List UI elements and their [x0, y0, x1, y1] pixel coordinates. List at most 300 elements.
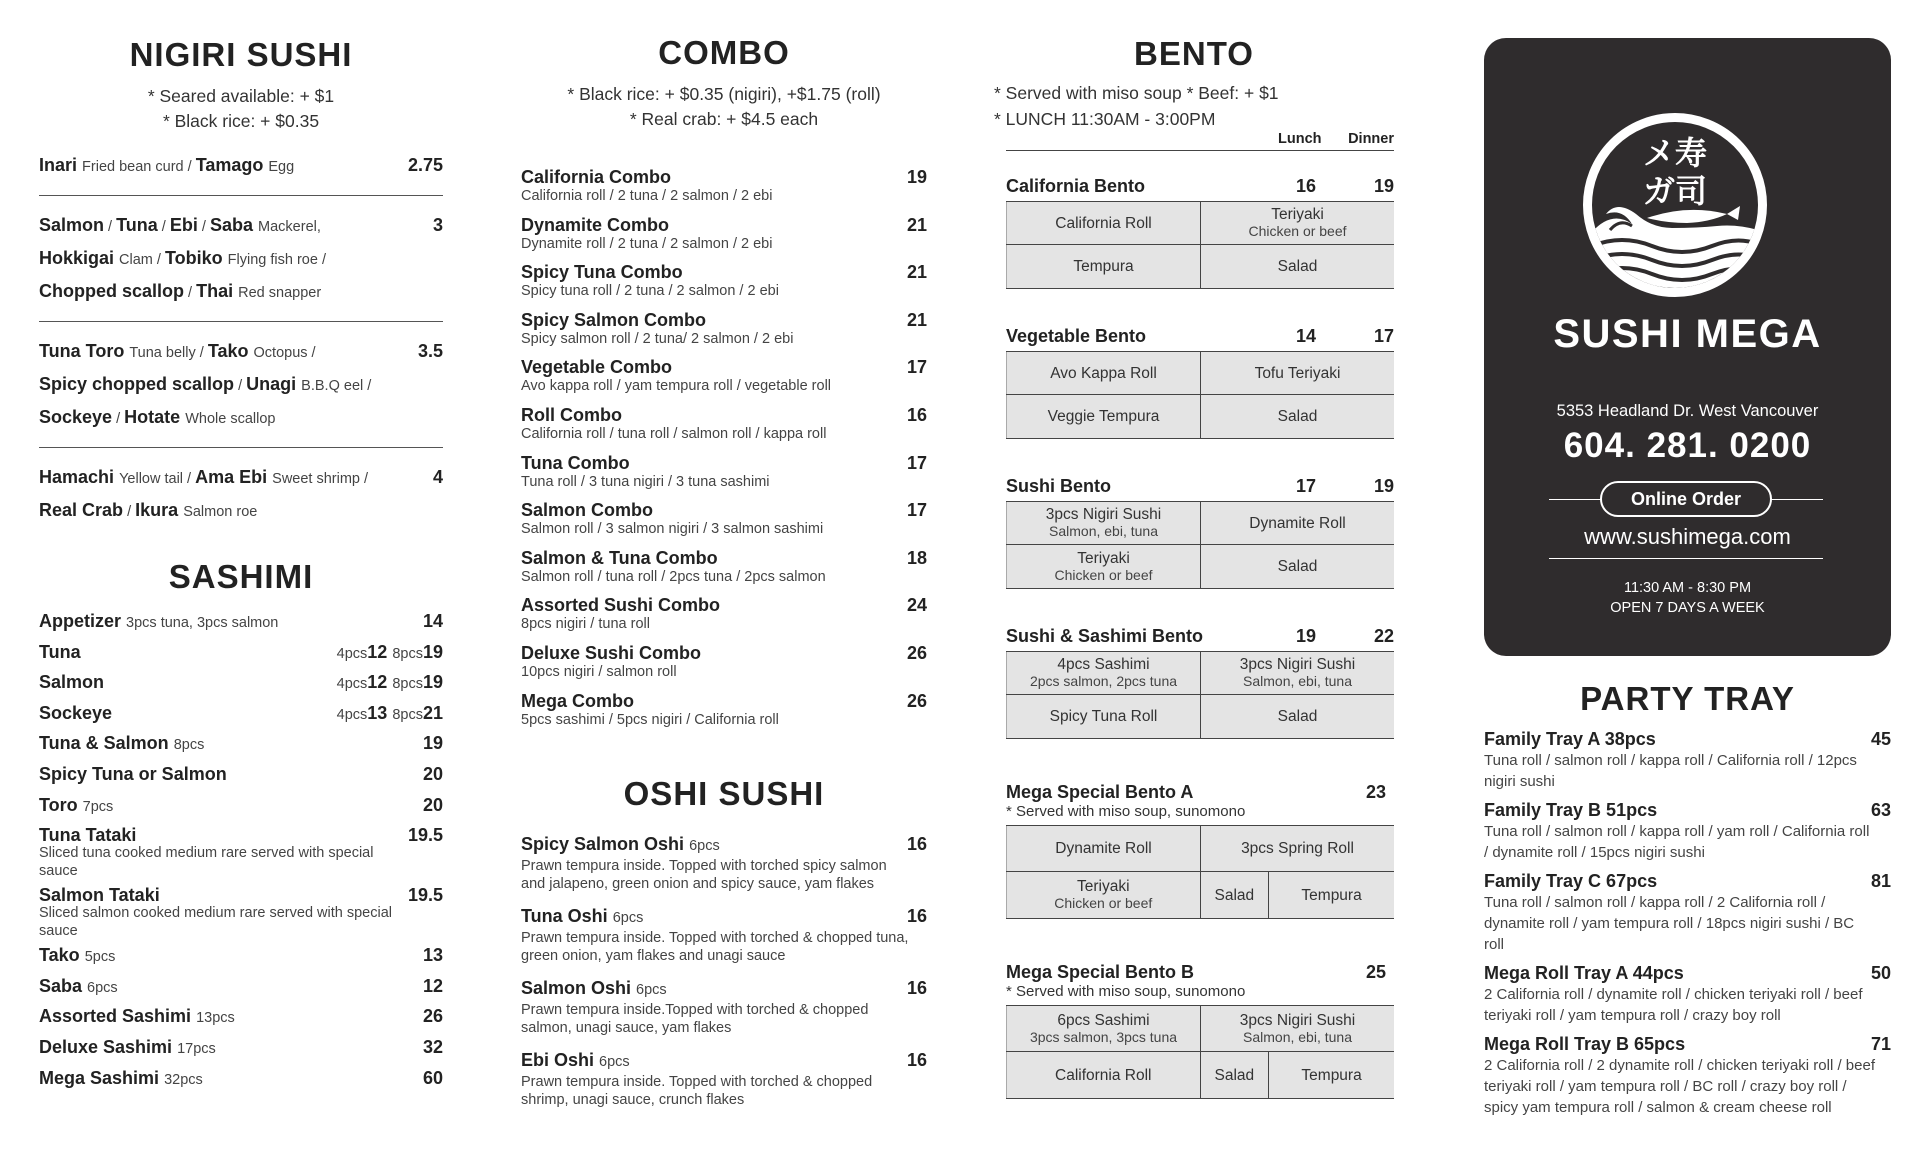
oshi-sub: 6pcs — [612, 910, 644, 927]
bento-section-title — [1006, 777, 1394, 807]
bento-cell-text: Salad — [1277, 258, 1318, 275]
bento-cell — [1006, 202, 1200, 244]
bento-lunch-price: 19 — [1296, 626, 1317, 646]
bento-dinner-price: 19 — [1373, 476, 1394, 496]
party-name: Family Tray C 67pcs — [1484, 871, 1658, 891]
oshi-sub: 6pcs — [599, 1054, 630, 1071]
bento-cell — [1200, 545, 1394, 588]
nigiri-group — [39, 462, 443, 528]
bento-cell — [1006, 695, 1200, 738]
nigiri-name: Hokkigai — [39, 248, 115, 268]
logo-icon — [1583, 113, 1767, 297]
sashimi-price: 14 — [422, 611, 443, 631]
bento-name: Mega Special Bento B — [1006, 962, 1195, 982]
combo-name: Assorted Sushi Combo — [521, 595, 721, 616]
nigiri-sub: Sweet shrimp / — [272, 471, 369, 487]
sashimi-sub: 5pcs — [84, 949, 116, 966]
combo-name: Salmon & Tuna Combo — [521, 547, 718, 568]
bento-grid-row — [1006, 1006, 1394, 1052]
bento-cell-text: Salad — [1277, 558, 1318, 575]
combo-row — [521, 214, 927, 262]
pcs-label: 4pcs — [336, 706, 368, 723]
sashimi-name: Salmon — [39, 672, 105, 693]
oshi-name-line — [521, 977, 927, 1001]
combo-desc: 10pcs nigiri / salmon roll — [521, 663, 677, 680]
sashimi-price: 20 — [422, 763, 443, 784]
oshi-desc: Prawn tempura inside. Topped with torched & chopped shrimp, unagi sauce, crunch flakes — [521, 1074, 873, 1109]
oshi-name: Salmon Oshi — [521, 978, 632, 999]
nigiri-price: 4 — [432, 467, 443, 487]
sashimi-price: 19.5 — [407, 825, 443, 846]
bento-cell-text: 3pcs Nigiri Sushi — [1239, 1011, 1356, 1029]
oshi-name: Tuna Oshi — [521, 906, 608, 927]
nigiri-name: Unagi — [246, 374, 297, 394]
nigiri-name: Real Crab — [39, 500, 124, 520]
nigiri-sub: Flying fish roe / — [227, 252, 326, 268]
sashimi-name: Spicy Tuna or Salmon — [39, 763, 227, 784]
sashimi-name-line — [39, 940, 443, 972]
separator: / — [183, 471, 196, 487]
bento-section-title — [1006, 621, 1394, 651]
combo-desc: Avo kappa roll / yam tempura roll / vegetable roll — [521, 378, 832, 395]
bento-dinner-price: 19 — [1373, 176, 1394, 196]
brand-panel — [1484, 38, 1891, 656]
bento-cell — [1200, 202, 1394, 244]
combo-row — [521, 261, 927, 309]
pcs-price: 13 — [367, 702, 388, 723]
bento-sub: * Served with miso soup, sunomono — [1006, 983, 1246, 1000]
bento-section — [1006, 957, 1394, 1099]
pcs-label: 8pcs — [392, 676, 423, 693]
sashimi-sub: 6pcs — [87, 979, 118, 996]
bento-name: Mega Special Bento A — [1006, 782, 1194, 802]
combo-title: COMBO — [658, 34, 790, 71]
sashimi-name-line — [39, 1032, 443, 1064]
sashimi-name: Tuna — [39, 641, 81, 662]
combo-name: Spicy Tuna Combo — [521, 262, 683, 283]
separator: / — [157, 219, 170, 235]
nigiri-group — [39, 210, 443, 309]
nigiri-name: Hotate — [124, 407, 181, 427]
nigiri-name: Salmon — [39, 215, 105, 235]
sashimi-desc: Sliced salmon cooked medium rare served with special sauce — [39, 905, 392, 940]
bento-grid-row — [1006, 395, 1394, 438]
nigiri-name: Spicy chopped scallop — [39, 374, 235, 394]
bento-cell-text: Tempura — [1301, 886, 1362, 904]
party-name: Mega Roll Tray A 44pcs — [1484, 963, 1684, 983]
website-link[interactable]: www.sushimega.com — [1584, 524, 1791, 549]
bento-section — [1006, 321, 1394, 439]
combo-row — [521, 404, 927, 452]
sashimi-name-line — [39, 1001, 443, 1033]
sashimi-name: Appetizer — [39, 611, 122, 631]
nigiri-sub: Red snapper — [238, 285, 322, 301]
bento-cell-sub: Salmon, ebi, tuna — [1243, 673, 1352, 689]
bento-cell-sub: Salmon, ebi, tuna — [1243, 1028, 1352, 1045]
nigiri-name: Chopped scallop — [39, 281, 185, 301]
bento-grid — [1006, 201, 1394, 289]
pcs-price: 12 — [367, 672, 388, 693]
bento-grid — [1006, 351, 1394, 439]
bento-cell — [1200, 395, 1394, 438]
party-row — [1484, 799, 1891, 863]
nigiri-sub: Octopus / — [253, 345, 316, 361]
bento-cell — [1006, 352, 1200, 394]
bento-name: California Bento — [1006, 176, 1146, 196]
bento-cell-text: Veggie Tempura — [1047, 408, 1160, 425]
bento-title: BENTO — [1134, 35, 1254, 72]
bento-cell — [1006, 1052, 1200, 1098]
sashimi-desc: Sliced tuna cooked medium rare served with special sauce — [39, 845, 374, 880]
bento-grid — [1006, 501, 1394, 589]
nigiri-name: Ebi — [169, 215, 198, 235]
sashimi-pair-price — [337, 698, 443, 730]
party-price: 63 — [1870, 800, 1891, 820]
bento-cell — [1200, 1052, 1269, 1098]
bento-name: Sushi Bento — [1006, 476, 1112, 496]
party-row — [1484, 1033, 1891, 1118]
bento-cell-sub: 3pcs salmon, 3pcs tuna — [1029, 1028, 1178, 1045]
bento-section-title — [1006, 957, 1394, 987]
sashimi-row — [39, 971, 443, 1002]
bento-list — [994, 171, 1394, 1099]
bento-cell-sub: Salmon, ebi, tuna — [1049, 523, 1158, 539]
sashimi-name-line — [39, 728, 443, 760]
website-divider — [1549, 558, 1823, 559]
bento-cell-text: 3pcs Nigiri Sushi — [1239, 656, 1356, 673]
nigiri-notes — [39, 84, 443, 134]
bento-cell-sub: 2pcs salmon, 2pcs tuna — [1029, 673, 1178, 689]
separator: / — [197, 219, 210, 235]
sashimi-pair-price — [337, 637, 443, 669]
sashimi-sub: 17pcs — [177, 1040, 216, 1057]
bento-grid-row — [1006, 245, 1394, 288]
oshi-name-line — [521, 905, 927, 929]
nigiri-line — [39, 369, 403, 402]
combo-row — [521, 499, 927, 547]
bento-cell — [1006, 395, 1200, 438]
bento-cell-text: Avo Kappa Roll — [1050, 364, 1157, 382]
bento-cell-text: Teriyaki — [1271, 206, 1324, 223]
bento-name: Vegetable Bento — [1006, 326, 1147, 346]
nigiri-name: Hamachi — [39, 467, 115, 487]
combo-name: Salmon Combo — [521, 500, 654, 521]
separator: / — [112, 411, 125, 427]
brand-phone: 604. 281. 0200 — [1563, 426, 1812, 465]
bento-cell — [1200, 652, 1394, 694]
nigiri-line — [39, 495, 403, 528]
sashimi-name-line — [39, 790, 443, 822]
combo-row — [521, 547, 927, 595]
combo-row — [521, 309, 927, 357]
sashimi-name: Saba — [39, 975, 83, 996]
nigiri-price: 2.75 — [407, 155, 443, 175]
separator: / — [234, 378, 247, 394]
bento-grid-row — [1006, 1052, 1394, 1098]
nigiri-name: Thai — [196, 281, 234, 301]
bento-cell-sub: Chicken or beef — [1248, 223, 1347, 239]
combo-desc: Dynamite roll / 2 tuna / 2 salmon / 2 ebi — [521, 235, 773, 252]
oshi-name-line — [521, 1049, 927, 1073]
bento-section-title — [1006, 171, 1394, 201]
bento-section — [1006, 621, 1394, 739]
separator: / — [152, 252, 165, 268]
sashimi-name-line — [39, 1063, 443, 1095]
nigiri-line — [39, 150, 403, 183]
nigiri-name: Ikura — [135, 500, 179, 520]
brand-name: SUSHI MEGA — [1553, 312, 1822, 356]
nigiri-line — [39, 210, 403, 243]
bento-cell-text: 3pcs Nigiri Sushi — [1045, 506, 1162, 523]
combo-row — [521, 356, 927, 404]
pcs-label: 8pcs — [392, 645, 423, 662]
sashimi-row — [39, 606, 443, 637]
bento-sub: * Served with miso soup, sunomono — [1006, 803, 1246, 820]
sashimi-name: Sockeye — [39, 702, 113, 723]
combo-price: 19 — [906, 167, 927, 187]
bento-cell-text: Salad — [1214, 1066, 1255, 1084]
combo-name: Mega Combo — [521, 690, 635, 711]
sashimi-row — [39, 820, 443, 880]
combo-row — [521, 594, 927, 642]
bento-cell-text: California Roll — [1055, 1066, 1152, 1084]
sashimi-row — [39, 759, 443, 790]
bento-cell — [1006, 1006, 1200, 1051]
nigiri-name: Saba — [209, 215, 254, 235]
combo-name: Dynamite Combo — [521, 214, 670, 235]
oshi-sub: 6pcs — [689, 838, 720, 855]
combo-price: 21 — [906, 309, 927, 330]
sashimi-row — [39, 880, 443, 940]
oshi-name: Ebi Oshi — [521, 1050, 595, 1071]
sashimi-sub: 8pcs — [173, 737, 205, 754]
combo-name: Vegetable Combo — [521, 357, 673, 378]
nigiri-name: Tobiko — [164, 248, 223, 268]
combo-price: 17 — [906, 452, 927, 473]
party-desc: Tuna roll / salmon roll / kappa roll / 2 California roll / dynamite roll / yam tempura roll / 18pcs nigiri sushi / BC roll — [1484, 894, 1855, 953]
nigiri-sub: Mackerel, — [258, 219, 321, 235]
bento-cell-text: Tempura — [1301, 1066, 1362, 1084]
bento-section — [1006, 471, 1394, 589]
days-text: OPEN 7 DAYS A WEEK — [1610, 600, 1765, 616]
bento-grid — [1006, 1005, 1394, 1099]
brand-address: 5353 Headland Dr. West Vancouver — [1556, 402, 1819, 420]
sashimi-price: 19 — [422, 733, 443, 754]
bento-cell-text: Dynamite Roll — [1249, 514, 1346, 532]
bento-grid-row — [1006, 502, 1394, 545]
sashimi-price: 32 — [422, 1036, 443, 1057]
bento-column — [994, 0, 1394, 1099]
combo-name: Spicy Salmon Combo — [521, 309, 707, 330]
pcs-price: 19 — [422, 672, 443, 693]
combo-price: 21 — [906, 214, 927, 235]
bento-cell-sub: Chicken or beef — [1054, 895, 1153, 911]
sashimi-name-line — [39, 606, 443, 638]
nigiri-name: Tuna — [116, 215, 158, 235]
oshi-sub: 6pcs — [636, 982, 667, 999]
sashimi-pair-price — [337, 667, 443, 699]
party-desc: 2 California roll / dynamite roll / chicken teriyaki roll / beef teriyaki roll / yam tempura roll / crazy boy roll — [1484, 986, 1863, 1024]
combo-desc: 8pcs nigiri / tuna roll — [521, 616, 650, 633]
combo-row — [521, 642, 927, 690]
nigiri-sashimi-column — [39, 0, 443, 1093]
bento-cell — [1200, 695, 1394, 738]
nigiri-name: Inari — [39, 155, 78, 175]
combo-row — [521, 166, 927, 214]
party-name: Family Tray A 38pcs — [1484, 729, 1656, 749]
separator: / — [184, 285, 197, 301]
bento-cell-text: Tofu Teriyaki — [1254, 364, 1341, 382]
bento-cell — [1200, 1006, 1394, 1051]
sashimi-name: Tuna & Salmon — [39, 733, 169, 754]
sashimi-name: Deluxe Sashimi — [39, 1036, 173, 1057]
nigiri-line — [39, 402, 403, 435]
nigiri-price: 3.5 — [417, 341, 443, 361]
bento-lunch-price: 16 — [1296, 176, 1317, 196]
sashimi-sub: 13pcs — [196, 1010, 235, 1027]
nigiri-sub: Fried bean curd — [82, 159, 184, 175]
combo-desc: 5pcs sashimi / 5pcs nigiri / California roll — [521, 711, 779, 728]
oshi-name-line — [521, 833, 927, 857]
bento-cell-text: 3pcs Spring Roll — [1241, 840, 1354, 857]
sashimi-sub: 3pcs tuna, 3pcs salmon — [126, 615, 279, 631]
bento-grid-row — [1006, 202, 1394, 245]
oshi-price: 16 — [906, 906, 927, 927]
bento-note: * LUNCH 11:30AM - 3:00PM — [994, 109, 1216, 129]
nigiri-title: NIGIRI SUSHI — [129, 36, 353, 73]
bento-cell — [1200, 826, 1394, 871]
sashimi-row — [39, 698, 443, 729]
oshi-price: 16 — [906, 978, 927, 999]
bento-cell-text: Teriyaki — [1077, 549, 1130, 567]
sashimi-name-line — [39, 971, 443, 1003]
combo-name: Roll Combo — [521, 404, 622, 425]
online-order-button[interactable]: Online Order — [1600, 481, 1772, 517]
oshi-desc: Prawn tempura inside.Topped with torched & chopped salmon, unagi sauce, yam flakes — [521, 1002, 869, 1037]
bento-grid-row — [1006, 352, 1394, 395]
sashimi-row — [39, 940, 443, 971]
party-title: PARTY TRAY — [1580, 680, 1795, 717]
combo-price: 26 — [906, 642, 927, 663]
party-row — [1484, 962, 1891, 1026]
separator: / — [183, 159, 196, 175]
nigiri-name: Sockeye — [39, 407, 113, 427]
bento-grid-row — [1006, 872, 1394, 918]
separator: / — [195, 345, 208, 361]
combo-price: 21 — [906, 262, 927, 283]
bento-cell-sub: Chicken or beef — [1054, 566, 1153, 583]
bento-grid-row — [1006, 826, 1394, 872]
nigiri-divider — [39, 447, 443, 448]
nigiri-list — [39, 150, 443, 528]
bento-lunch-price: 17 — [1296, 476, 1317, 496]
party-price: 71 — [1870, 1034, 1891, 1054]
nigiri-line — [39, 462, 403, 495]
bento-dinner-price: 17 — [1373, 326, 1394, 346]
bento-price: 25 — [1366, 962, 1387, 982]
oshi-list — [521, 833, 927, 1109]
party-desc: Tuna roll / salmon roll / kappa roll / yam roll / California roll / dynamite roll / 15pcs nigiri sushi — [1484, 823, 1870, 861]
nigiri-name: Ama Ebi — [195, 467, 268, 487]
oshi-price: 16 — [906, 1050, 927, 1071]
party-price: 50 — [1870, 963, 1891, 983]
sashimi-sub: 7pcs — [82, 798, 114, 815]
sashimi-name: Mega Sashimi — [39, 1067, 160, 1088]
bento-cell — [1268, 1052, 1394, 1098]
party-price: 45 — [1870, 729, 1891, 749]
bento-cell-text: Tempura — [1073, 258, 1134, 275]
sashimi-row — [39, 790, 443, 821]
wave-fish-icon — [1592, 122, 1758, 288]
nigiri-line — [39, 243, 403, 276]
bento-price: 23 — [1366, 782, 1387, 802]
combo-price: 17 — [906, 357, 927, 378]
bento-cell-text: 4pcs Sashimi — [1057, 656, 1150, 673]
pcs-label: 4pcs — [336, 676, 368, 693]
sashimi-sub: 32pcs — [164, 1071, 203, 1088]
bento-cell-text: Dynamite Roll — [1055, 840, 1152, 857]
bento-cell — [1200, 352, 1394, 394]
bento-cell — [1006, 652, 1200, 694]
combo-oshi-column — [521, 0, 927, 1121]
bento-section-title — [1006, 321, 1394, 351]
bento-cell-text: Teriyaki — [1076, 878, 1130, 895]
nigiri-price: 3 — [432, 215, 443, 235]
bento-cell-text: Salad — [1277, 708, 1318, 725]
combo-desc: Spicy salmon roll / 2 tuna/ 2 salmon / 2 ebi — [521, 330, 794, 347]
combo-name: Deluxe Sushi Combo — [521, 642, 702, 663]
bento-grid — [1006, 651, 1394, 739]
combo-note: * Black rice: + $0.35 (nigiri), +$1.75 (roll) — [567, 84, 881, 104]
sashimi-price: 60 — [422, 1067, 443, 1088]
nigiri-name: Tamago — [195, 155, 264, 175]
sashimi-price: 12 — [422, 975, 443, 996]
bento-grid-row — [1006, 695, 1394, 738]
bento-section — [1006, 171, 1394, 289]
sashimi-price: 13 — [422, 945, 443, 966]
bento-section-title — [1006, 471, 1394, 501]
bento-cell-text: Spicy Tuna Roll — [1049, 708, 1158, 725]
bento-cell-text: Salad — [1277, 408, 1318, 425]
nigiri-note: * Black rice: + $0.35 — [162, 111, 320, 131]
sashimi-name: Tako — [39, 945, 80, 966]
bento-grid-row — [1006, 545, 1394, 588]
combo-notes — [521, 82, 927, 132]
bento-price-header — [1006, 119, 1394, 151]
separator: / — [123, 504, 136, 520]
combo-row — [521, 690, 927, 738]
nigiri-group — [39, 150, 443, 183]
oshi-desc: Prawn tempura inside. Topped with torched & chopped tuna, green onion, yam flakes and unagi sauce — [521, 930, 909, 965]
party-column — [1484, 680, 1891, 1125]
sashimi-name: Assorted Sashimi — [39, 1006, 192, 1027]
combo-price: 26 — [906, 690, 927, 711]
nigiri-sub: Salmon roe — [183, 504, 258, 520]
bento-cell — [1200, 872, 1269, 918]
combo-desc: Salmon roll / tuna roll / 2pcs tuna / 2pcs salmon — [521, 568, 826, 585]
combo-desc: California roll / tuna roll / salmon roll / kappa roll — [521, 425, 827, 442]
oshi-name: Spicy Salmon Oshi — [521, 834, 685, 855]
nigiri-sub: Egg — [268, 159, 295, 175]
bento-cell — [1200, 245, 1394, 288]
bento-cell — [1006, 872, 1200, 918]
sashimi-row — [39, 1032, 443, 1063]
bento-cell — [1006, 245, 1200, 288]
sashimi-price: 19.5 — [407, 885, 443, 906]
bento-name: Sushi & Sashimi Bento — [1006, 626, 1204, 646]
combo-name: Tuna Combo — [521, 452, 630, 473]
bento-cell-text: California Roll — [1055, 214, 1152, 232]
